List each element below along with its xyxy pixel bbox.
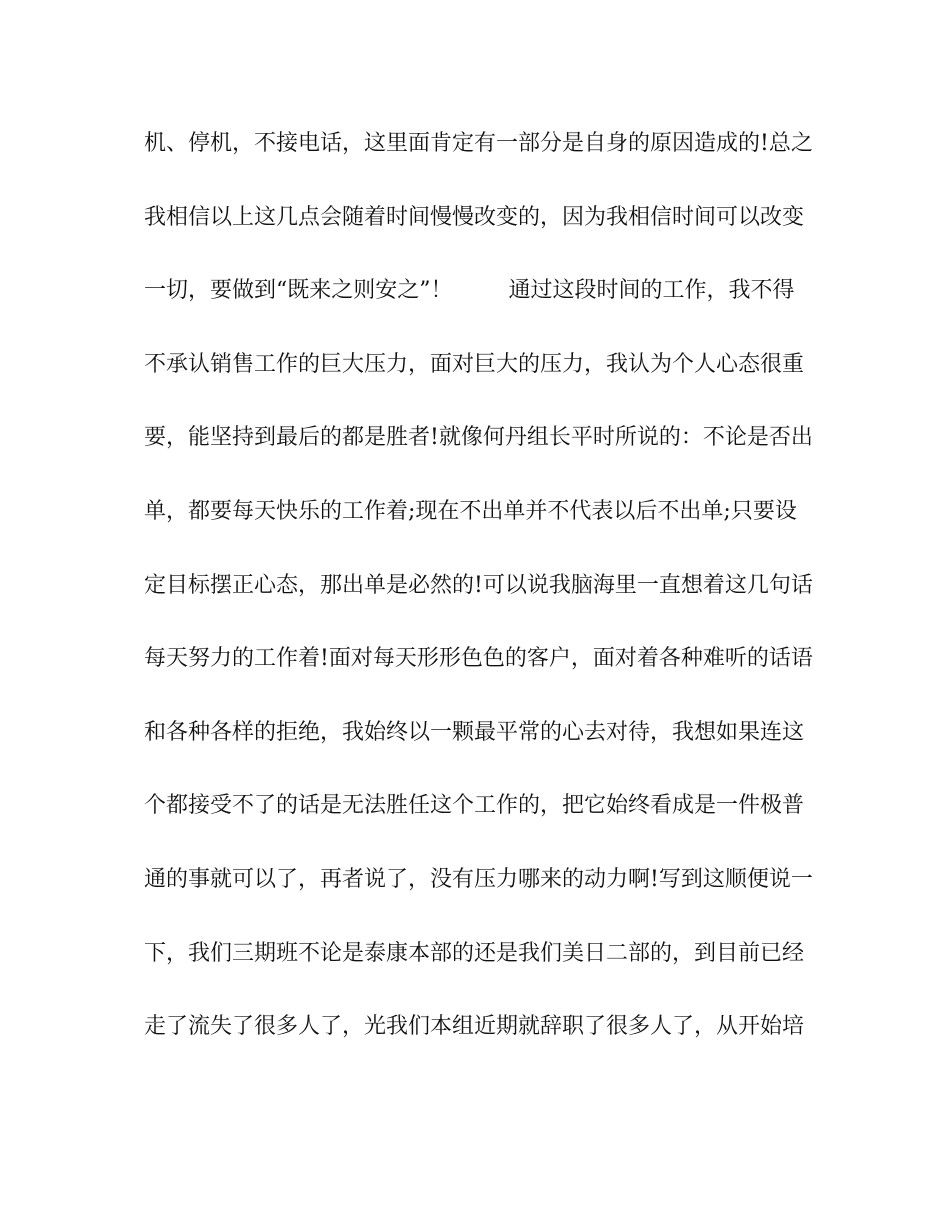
- text-line: 不承认销售工作的巨大压力，面对巨大的压力，我认为个人心态很重: [144, 351, 805, 377]
- text-line: 走了流失了很多人了，光我们本组近期就辞职了很多人了，从开始培: [144, 1014, 805, 1040]
- text-line: 我相信以上这几点会随着时间慢慢改变的，因为我相信时间可以改变: [144, 204, 805, 230]
- text-line: 和各种各样的拒绝，我始终以一颗最平常的心去对待，我想如果连这: [144, 719, 805, 745]
- text-line: 一切，要做到“既来之则安之”！ 通过这段时间的工作，我不得: [144, 278, 795, 304]
- text-line: 每天努力的工作着!面对每天形形色色的客户，面对着各种难听的话语: [144, 646, 813, 672]
- text-line: 机、停机，不接电话，这里面肯定有一部分是自身的原因造成的!总之: [144, 131, 813, 156]
- document-body: [144, 130, 824, 1087]
- text-line: 通的事就可以了，再者说了，没有压力哪来的动力啊!写到这顺便说一: [144, 866, 813, 892]
- text-line: 个都接受不了的话是无法胜任这个工作的，把它始终看成是一件极普: [144, 793, 805, 819]
- text-line: 单，都要每天快乐的工作着;现在不出单并不代表以后不出单;只要设: [144, 498, 797, 524]
- text-line: 定目标摆正心态，那出单是必然的!可以说我脑海里一直想着这几句话: [144, 572, 813, 598]
- text-line: 要，能坚持到最后的都是胜者!就像何丹组长平时所说的：不论是否出: [144, 425, 813, 451]
- text-line: 下，我们三期班不论是泰康本部的还是我们美日二部的，到目前已经: [144, 940, 805, 966]
